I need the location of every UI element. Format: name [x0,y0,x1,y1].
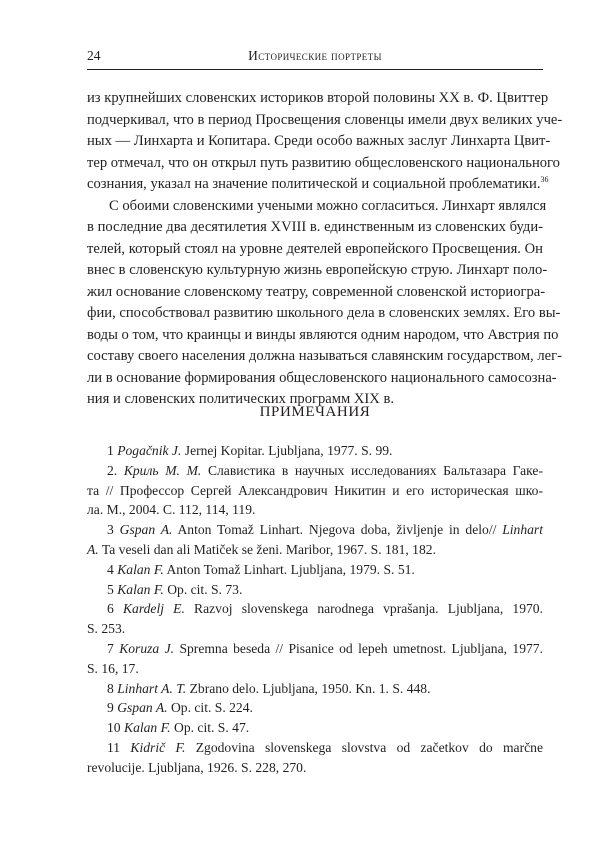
text-line: ных — Линхарта и Копитара. Среди особо важных заслуг Линхарта Цвит- [87,133,551,149]
note-author: Gspan A. [117,700,168,716]
note-text: Anton Tomaž Linhart. Njegova doba, življenje in delo// [177,522,503,538]
running-title: Исторические портреты [248,48,382,63]
note-text: Славистика в научных исследованиях Бальтазара Гаке- [207,462,543,478]
note-author: Gspan A. [119,522,173,538]
text-line: ния и словенских политических программ XIX в. [87,391,395,407]
note-text: Jernej Kopitar. Ljubljana, 1977. S. 99. [184,443,393,458]
page-number: 24 [87,48,101,63]
note-text: Zbrano delo. Ljubljana, 1950. Kn. 1. S. 448. [189,680,431,696]
note-text: та // Профессор Сергей Александрович Никитин и его историческая шко- [87,482,543,498]
note-text: Anton Tomaž Linhart. Ljubljana, 1979. S. 51. [166,561,415,577]
note-text: Ta veseli dan ali Matiček se ženi. Maribor, 1967. S. 181, 182. [98,541,436,557]
note-number: 11 [107,739,121,755]
note-item-4 [87,560,543,580]
note-text: Op. cit. S. 224. [170,700,253,716]
note-text [87,540,543,560]
text-line: воды о том, что краинцы и винды являются одним народом, что Австрия по [87,326,559,343]
note-item-10 [87,718,543,738]
text-line: составу своего населения должна называться славянским государством, лег- [87,348,562,364]
note-item-1 [87,441,543,461]
note-text: ла. М., 2004. С. 112, 114, 119. [87,502,256,518]
note-item-5 [87,580,543,600]
note-author: Koruza J. [119,640,175,656]
note-item-7 [87,639,543,659]
text-line [87,174,549,196]
running-head [87,48,543,68]
note-text: Razvoj slovenskega narodnega vprašanja. Ljubljana, 1970. [194,601,543,617]
text-line: ли в основание формирования общесловенского национального самосозна- [87,369,557,386]
paragraph-1 [87,88,563,196]
note-number: 7 [107,640,114,656]
note-author: Kardelj E. [122,601,185,617]
note-text: Op. cit. S. 73. [167,581,243,597]
note-text: S. 16, 17. [87,660,139,676]
note-number: 9 [107,700,114,716]
note-number: 3 [107,522,114,538]
note-number: 5 [107,581,114,597]
note-number: 4 [107,561,114,577]
text-line: телей, который стоял на уровне деятелей европейского Просвещения. Он [87,240,543,257]
note-author: Kalan F. [124,720,171,736]
note-number: 1 [107,443,114,458]
text-line: из крупнейших словенских историков второй половины XX в. Ф. Цвиттер [87,90,549,106]
note-number: 8 [107,680,114,696]
note-item-9 [87,698,543,718]
note-author: Kidrič F. [130,739,186,755]
text-fragment: сознания, указал на значение политической и социальной проблематики. [87,176,541,192]
note-number: 10 [107,720,121,736]
note-author: Kalan F. [117,561,164,577]
note-author: Pogačnik J. [117,443,182,458]
note-author-initial: A. [87,541,99,557]
note-text: Op. cit. S. 47. [174,720,250,736]
note-number: 6 [107,601,114,617]
note-item-3 [87,520,543,540]
note-author: Криль М. М. [123,462,202,478]
note-item-8 [87,679,543,699]
header-rule [87,69,543,70]
text-line: фии, способствовал развитию школьного дела в словенских землях. Его вы- [87,305,561,321]
notes-heading: ПРИМЕЧАНИЯ [259,404,371,420]
note-item-2 [87,461,543,481]
notes-list [87,441,543,778]
note-item-11 [87,738,543,758]
note-number: 2. [107,462,118,478]
note-author: Linhart [502,522,543,538]
text-line: подчеркивал, что в период Просвещения словенцы имели двух великих уче- [87,111,563,128]
text-line: внес в словенскую культурную жизнь европейскую струю. Линхарт поло- [87,262,548,278]
text-line: в последние два десятилетия XVIII в. единственным из словенских буди- [87,219,543,235]
paragraph-2 [87,196,562,411]
note-author: Linhart A. T. [117,680,187,696]
text-line: С обоими словенскими учеными можно согласиться. Линхарт являлся [109,197,547,214]
note-text: S. 253. [87,621,126,637]
note-text: Spremna beseda // Pisanice od lepeh umetnost. Ljubljana, 1977. [179,640,543,656]
note-text: Zgodovina slovenskega slovstva od začetkov do marčne [195,739,543,755]
note-text: revolucije. Ljubljana, 1926. S. 228, 270. [87,759,307,775]
text-line: тер отмечал, что он открыл путь развитию общесловенского национального [87,154,560,171]
body-text [87,88,563,411]
footnote-ref[interactable]: 36 [540,175,549,184]
note-item-6 [87,599,543,619]
note-author: Kalan F. [117,581,164,597]
text-line: жил основание словенскому театру, современной словенской историогра- [87,283,546,300]
